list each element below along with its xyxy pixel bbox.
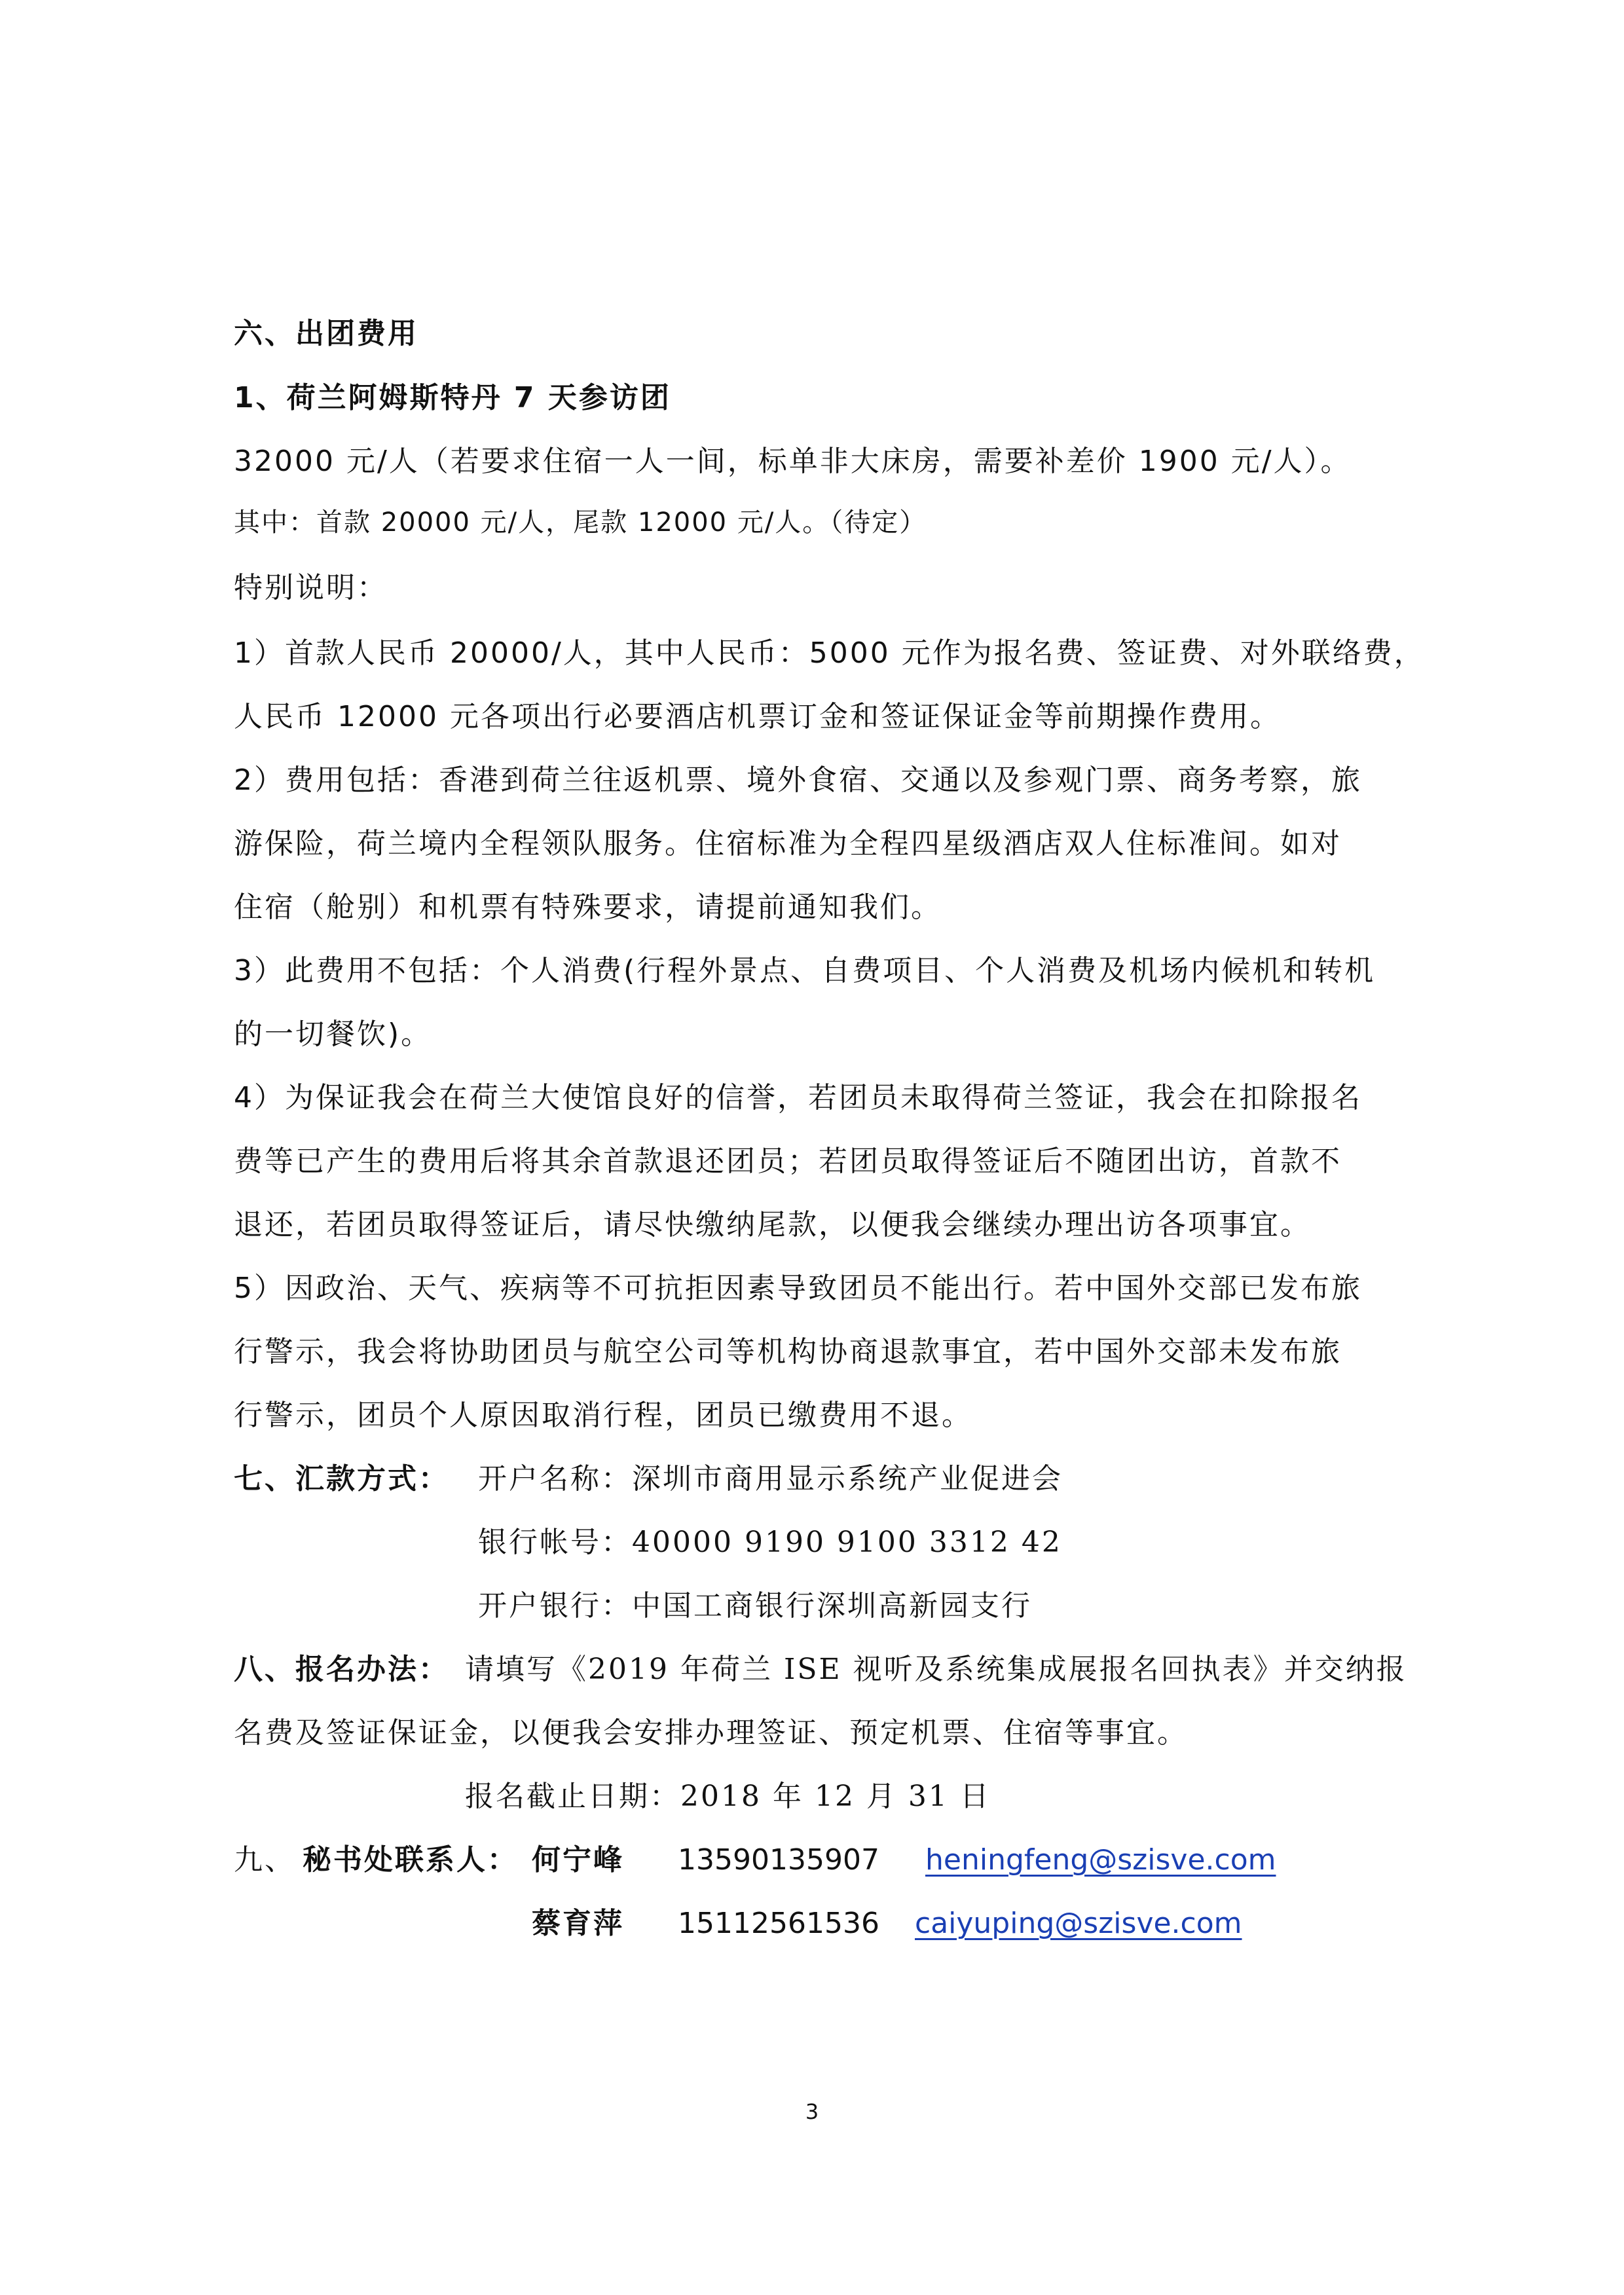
account-number: 银行帐号：40000 9190 9100 3312 42 (478, 1526, 1062, 1559)
contact-1-name: 何宁峰 (532, 1843, 624, 1877)
price-line: 32000 元/人（若要求住宿一人一间，标单非大床房，需要补差价 1900 元/人）。 (234, 445, 1352, 478)
registration-text-line-1: 请填写《2019 年荷兰 ISE 视听及系统集成展报名回执表》并交纳报 (465, 1653, 1407, 1686)
note-3-line-1: 3）此费用不包括：个人消费(行程外景点、自费项目、个人消费及机场内候机和转机 (234, 954, 1376, 987)
note-2-line-1: 2）费用包括：香港到荷兰往返机票、境外食宿、交通以及参观门票、商务考察，旅 (234, 763, 1362, 797)
contact-2-name: 蔡育萍 (532, 1907, 624, 1940)
payment-split: 其中：首款 20000 元/人，尾款 12000 元/人。（待定） (234, 507, 927, 538)
contact-2-phone: 15112561536 (678, 1907, 879, 1940)
note-4-line-2: 费等已产生的费用后将其余首款退还团员；若团员取得签证后不随团出访，首款不 (234, 1145, 1342, 1178)
note-5-line-3: 行警示，团员个人原因取消行程，团员已缴费用不退。 (234, 1399, 972, 1432)
contact-1-phone: 13590135907 (678, 1843, 879, 1877)
page-number: 3 (805, 2099, 819, 2124)
note-3-line-2: 的一切餐饮)。 (234, 1018, 432, 1051)
section-7-heading: 七、汇款方式： (234, 1462, 449, 1496)
section-8-heading: 八、报名办法： (234, 1653, 449, 1686)
section-9-prefix: 九、 (234, 1843, 295, 1877)
note-2-line-2: 游保险，荷兰境内全程领队服务。住宿标准为全程四星级酒店双人住标准间。如对 (234, 827, 1342, 860)
note-5-line-1: 5）因政治、天气、疾病等不可抗拒因素导致团员不能出行。若中国外交部已发布旅 (234, 1272, 1362, 1305)
section-9-heading: 秘书处联系人： (303, 1843, 518, 1877)
note-2-line-3: 住宿（舱别）和机票有特殊要求，请提前通知我们。 (234, 890, 942, 924)
note-4-line-3: 退还，若团员取得签证后，请尽快缴纳尾款，以便我会继续办理出访各项事宜。 (234, 1208, 1311, 1241)
section-6-heading: 六、出团费用 (234, 317, 418, 350)
note-4-line-1: 4）为保证我会在荷兰大使馆良好的信誉，若团员未取得荷兰签证，我会在扣除报名 (234, 1081, 1362, 1114)
note-1-line-1: 1）首款人民币 20000/人，其中人民币：5000 元作为报名费、签证费、对外联络费， (234, 636, 1425, 670)
account-name: 开户名称：深圳市商用显示系统产业促进会 (478, 1462, 1063, 1496)
bank-name: 开户银行：中国工商银行深圳高新园支行 (478, 1589, 1032, 1623)
tour-title: 1、荷兰阿姆斯特丹 7 天参访团 (234, 381, 671, 414)
registration-deadline: 报名截止日期：2018 年 12 月 31 日 (465, 1780, 991, 1813)
note-1-line-2: 人民币 12000 元各项出行必要酒店机票订金和签证保证金等前期操作费用。 (234, 700, 1281, 733)
registration-text-line-2: 名费及签证保证金，以便我会安排办理签证、预定机票、住宿等事宜。 (234, 1716, 1188, 1750)
notes-label: 特别说明： (234, 571, 388, 604)
contact-2-email-link[interactable]: caiyuping@szisve.com (915, 1907, 1242, 1940)
contact-1-email-link[interactable]: heningfeng@szisve.com (925, 1843, 1276, 1877)
note-5-line-2: 行警示，我会将协助团员与航空公司等机构协商退款事宜，若中国外交部未发布旅 (234, 1335, 1342, 1368)
